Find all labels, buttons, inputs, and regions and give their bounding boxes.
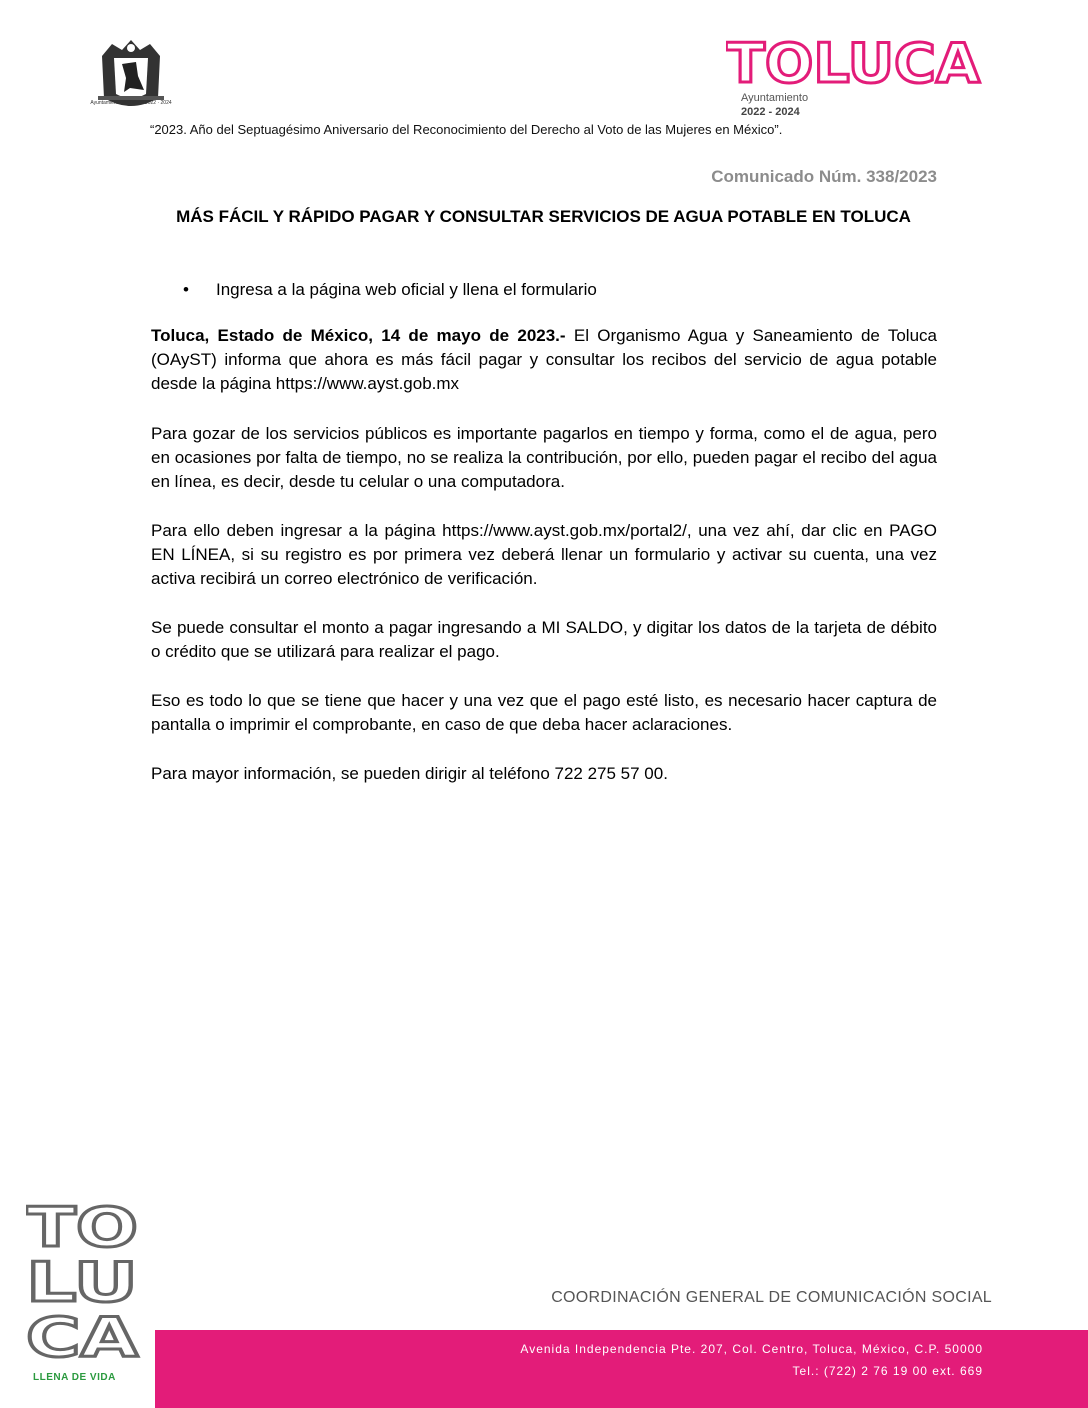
- bullet-point: Ingresa a la página web oficial y llena el formulario: [216, 280, 597, 299]
- toluca-logo-text: TOLUCA: [726, 38, 981, 86]
- paragraph-6: Para mayor información, se pueden dirigir al teléfono 722 275 57 00.: [151, 764, 668, 783]
- paragraph-2: Para gozar de los servicios públicos es importante pagarlos en tiempo y forma, como el de agua, pero en ocasiones por falta de tiempo, no se realiza la contribución, por ello, pueden pagar el recibo del agua en línea, es decir, desde tu celular o una computadora.: [151, 424, 937, 491]
- ayuntamiento-label: Ayuntamiento: [741, 92, 809, 104]
- year-motto: “2023. Año del Septuagésimo Aniversario del Reconocimiento del Derecho al Voto de las Mujeres en México”.: [150, 122, 783, 137]
- toluca-logo: [726, 38, 982, 86]
- ayuntamiento-years: 2022 - 2024: [741, 106, 800, 118]
- press-release-title: MÁS FÁCIL Y RÁPIDO PAGAR Y CONSULTAR SERVICIOS DE AGUA POTABLE EN TOLUCA: [176, 207, 911, 226]
- paragraph-4: Se puede consultar el monto a pagar ingresando a MI SALDO, y digitar los datos de la tarjeta de débito o crédito que se utilizará para realizar el pago.: [151, 618, 937, 661]
- svg-text:CA: CA: [26, 1306, 139, 1362]
- toluca-footer-logo: [26, 1196, 142, 1362]
- svg-text:TO: TO: [26, 1196, 138, 1259]
- svg-text:LU: LU: [26, 1251, 138, 1314]
- coordination-name: COORDINACIÓN GENERAL DE COMUNICACIÓN SOCIAL: [551, 1289, 992, 1306]
- slogan: LLENA DE VIDA: [33, 1372, 116, 1383]
- seal-caption: Ayuntamiento de Toluca 2022 · 2024: [90, 100, 172, 106]
- paragraph-5: Eso es todo lo que se tiene que hacer y una vez que el pago esté listo, es necesario hacer captura de pantalla o imprimir el comprobante, en caso de que deba hacer aclaraciones.: [151, 691, 937, 734]
- bullet-marker: •: [183, 280, 189, 299]
- coat-of-arms-seal: [88, 36, 174, 122]
- paragraph-1-text: El Organismo Agua y Saneamiento de Toluca (OAyST) informa que ahora es más fácil pagar y consultar los recibos del servicio de agua potable desde la página https://www.ayst.gob.mx: [151, 326, 937, 393]
- paragraph-1: [151, 324, 937, 396]
- dateline: Toluca, Estado de México, 14 de mayo de 2023.-: [151, 326, 566, 345]
- paragraph-3: Para ello deben ingresar a la página https://www.ayst.gob.mx/portal2/, una vez ahí, dar clic en PAGO EN LÍNEA, si su registro es por primera vez deberá llenar un formulario y activar su cuenta, una vez activa recibirá un correo electrónico de verificación.: [151, 521, 937, 588]
- footer-phone: Tel.: (722) 2 76 19 00 ext. 669: [792, 1364, 983, 1378]
- footer-address: Avenida Independencia Pte. 207, Col. Centro, Toluca, México, C.P. 50000: [520, 1342, 983, 1356]
- comunicado-number: Comunicado Núm. 338/2023: [711, 167, 937, 186]
